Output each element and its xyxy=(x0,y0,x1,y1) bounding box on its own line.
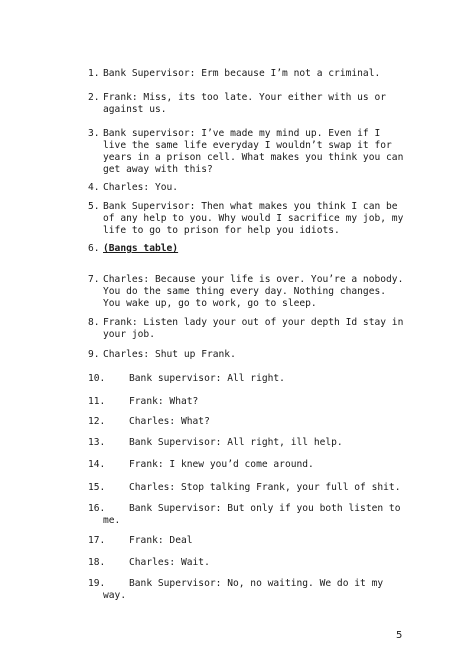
script-line: Bank Supervisor: But only if you both listen to xyxy=(129,503,401,514)
script-line: against us. xyxy=(103,104,167,115)
line-number: 6. xyxy=(88,243,100,254)
line-number: 14. xyxy=(88,459,106,470)
script-line: Bank Supervisor: All right, ill help. xyxy=(129,437,343,448)
script-line: Charles: Shut up Frank. xyxy=(103,349,236,360)
line-number: 19. xyxy=(88,578,106,589)
line-number: 9. xyxy=(88,349,100,360)
line-number: 10. xyxy=(88,373,106,384)
line-number: 3. xyxy=(88,128,100,139)
line-number: 12. xyxy=(88,416,106,427)
script-line: of any help to you. Why would I sacrifice my job, my xyxy=(103,213,404,224)
stage-direction: (Bangs table) xyxy=(103,243,179,254)
line-number: 2. xyxy=(88,92,100,103)
line-number: 4. xyxy=(88,182,100,193)
line-number: 5. xyxy=(88,201,100,212)
script-line: Charles: Stop talking Frank, your full of shit. xyxy=(129,482,401,493)
script-line: Bank Supervisor: No, no waiting. We do it my xyxy=(129,578,384,589)
line-number: 1. xyxy=(88,68,100,79)
line-number: 16. xyxy=(88,503,106,514)
script-line: me. xyxy=(103,515,121,526)
script-line: Bank Supervisor: Then what makes you think I can be xyxy=(103,201,398,212)
script-line: Frank: Listen lady your out of your depth Id stay in xyxy=(103,317,404,328)
script-line: Frank: Miss, its too late. Your either with us or xyxy=(103,92,387,103)
script-line: Charles: Because your life is over. You’re a nobody. xyxy=(103,274,404,285)
line-number: 13. xyxy=(88,437,106,448)
script-line: Bank supervisor: I’ve made my mind up. Even if I xyxy=(103,128,381,139)
line-number: 18. xyxy=(88,557,106,568)
line-number: 7. xyxy=(88,274,100,285)
script-line: You wake up, go to work, go to sleep. xyxy=(103,298,317,309)
script-line: years in a prison cell. What makes you think you can xyxy=(103,152,404,163)
script-line: way. xyxy=(103,590,127,601)
script-line: Bank supervisor: All right. xyxy=(129,373,285,384)
script-line: life to go to prison for help you idiots. xyxy=(103,225,340,236)
script-line: your job. xyxy=(103,329,155,340)
script-line: Frank: I knew you’d come around. xyxy=(129,459,314,470)
script-line: Charles: Wait. xyxy=(129,557,210,568)
line-number: 15. xyxy=(88,482,106,493)
line-number: 8. xyxy=(88,317,100,328)
line-number: 11. xyxy=(88,396,106,407)
script-line: Bank Supervisor: Erm because I’m not a criminal. xyxy=(103,68,381,79)
page-number: 5 xyxy=(396,630,403,641)
line-number: 17. xyxy=(88,535,106,546)
script-line: You do the same thing every day. Nothing changes. xyxy=(103,286,387,297)
script-line: live the same life everyday I wouldn’t swap it for xyxy=(103,140,392,151)
script-line: Frank: Deal xyxy=(129,535,193,546)
script-line: Charles: What? xyxy=(129,416,210,427)
script-line: get away with this? xyxy=(103,164,213,175)
script-line: Charles: You. xyxy=(103,182,179,193)
script-line: Frank: What? xyxy=(129,396,199,407)
